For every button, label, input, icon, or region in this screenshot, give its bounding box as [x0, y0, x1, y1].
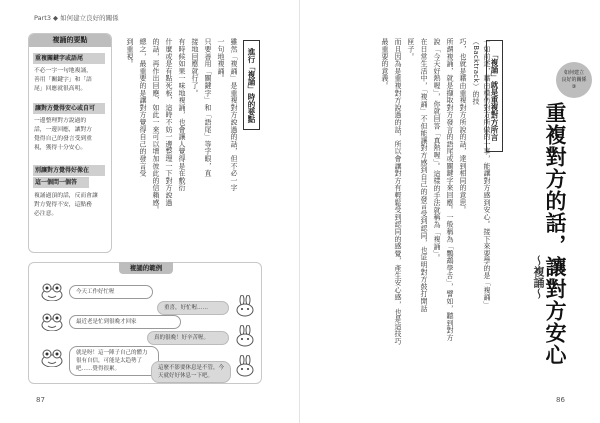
speech-bubble: 今天工作好忙喔 — [69, 285, 153, 299]
tip-heading: 讓對方覺得安心或自可 — [33, 103, 105, 114]
example-title: 複誦的範例 — [119, 262, 173, 274]
tip-body — [34, 67, 108, 94]
example-box — [28, 262, 262, 384]
speech-bubble: 重喜，好忙喔…… — [157, 301, 229, 315]
speech-bubble: 就是呀！這一陣子自己的體力很有自信，可能是太趋勢了吧……覺得很累。 — [69, 346, 159, 376]
page-subtitle: ～複誦～ — [532, 255, 545, 299]
tip-body — [34, 192, 108, 219]
body-column: 一如前述，藉由模仿對方所做的一事，能讓對方感到安心。接下來要學的是「複誦」（Backtrack）的技 — [472, 38, 491, 309]
body-column: 到重視。 — [126, 38, 134, 68]
tip-line: 對方覺得不安，這點務 — [34, 202, 92, 208]
body-column: 接地回應就行了。 — [191, 38, 199, 97]
tip-line: 一邊整理對方說過的 — [34, 118, 87, 124]
badge-line: 如何建立 — [563, 69, 584, 76]
body-column: 巧，也就是藉由重複對方所說的話，達到相同的意思。 — [459, 38, 467, 214]
tip-heading: 重複關鍵字或語尾 — [33, 53, 105, 64]
tip-body — [34, 117, 108, 153]
frog-icon — [41, 349, 63, 367]
body-column: 而且因為是重複對方說過的話，所以會讓對方有輕鬆受到認同的感覺，產生安心感，也是這技巧 — [394, 38, 402, 345]
badge-line: 良好的關係 — [561, 76, 587, 83]
body-column: 有時候如果一味地複誦，也會讓人覺得是在敷衍 — [178, 38, 186, 192]
tip-line: 不必一字一句地複誦， — [34, 68, 92, 74]
body-column: 一句地複誦。 — [217, 38, 225, 82]
body-column: 什麼或是有點死板，這時不妨一邊整理一下對方說過 — [165, 38, 173, 206]
speech-bubble: 最近老是忙到很晚才回家 — [69, 315, 181, 329]
section-subheading: 「複誦」就是重複對方所言 — [486, 40, 503, 152]
rabbit-icon — [234, 325, 256, 347]
body-column: 在日常生活中，「複誦」不但能讓對方感到自己的發言受到認同，也证明對方鼓打開話 — [420, 38, 428, 312]
body-column: 雖然「複誦」是重複對方說過的話，但不必一字 — [230, 38, 238, 192]
page-number: 87 — [36, 396, 45, 404]
tip-line: 善用「關鍵字」和「語 — [34, 77, 92, 83]
body-column: 總之，最重要的是讓對方覺得自己的發言受 — [139, 38, 147, 177]
page-header: Part3 ◆ 如何建立良好的關係 — [34, 14, 119, 22]
tip-line: 視，獲得十分安心。 — [34, 145, 87, 151]
section-subheading: 進行「複誦」時的要點 — [243, 40, 260, 130]
tip-line: 尾」回應就很高明。 — [34, 86, 87, 92]
tip-line: 覺得自己的發言受到重 — [34, 136, 92, 142]
tip-heading: 別讓對方覺得好像在 — [33, 165, 105, 176]
chapter-badge — [556, 62, 592, 98]
tip-line: 複誦過頂的話，反而會讓 — [34, 193, 98, 199]
badge-line: ③ — [571, 83, 577, 90]
frog-icon — [41, 283, 63, 301]
frog-icon — [41, 313, 63, 331]
rabbit-icon — [234, 295, 256, 317]
tip-line: 必注意。 — [34, 211, 58, 217]
body-column: 只要善用「關鍵字」和「語尾」等字眼，直 — [204, 38, 212, 177]
speech-bubble: 這麼不影要休息是不管，今天就好好休息一下吧。 — [151, 361, 231, 383]
tip-line: 話，一邊回應，讓對方 — [34, 127, 92, 133]
body-column: 匣子。 — [407, 38, 415, 60]
tips-title: 複誦的要點 — [29, 34, 111, 47]
page-title: 重複對方的話，讓對方安心 — [543, 102, 567, 366]
rabbit-icon — [234, 355, 256, 377]
tips-box — [28, 33, 112, 253]
body-column: 的話，再作出回應，如此一來可以增加彼此的信賴感。 — [152, 38, 160, 214]
body-column: 最重要的意義。 — [381, 38, 389, 90]
page-gutter — [299, 0, 300, 423]
body-column: 說「今天好熱喔」，你就回答「真熱喔」。這樣的手法就稱為「複誦」。 — [433, 38, 441, 262]
body-column: 所謂複誦，就是擷取對方發言的語尾或關鍵字來回應。一般稱為「鸚鵡學舌」，譬如，聽到對方 — [446, 38, 454, 342]
page-number: 86 — [556, 396, 565, 404]
tip-heading-line2: 這一個問一個答 — [33, 177, 89, 188]
speech-bubble: 真的很晚！好辛苦喔。 — [147, 331, 229, 345]
